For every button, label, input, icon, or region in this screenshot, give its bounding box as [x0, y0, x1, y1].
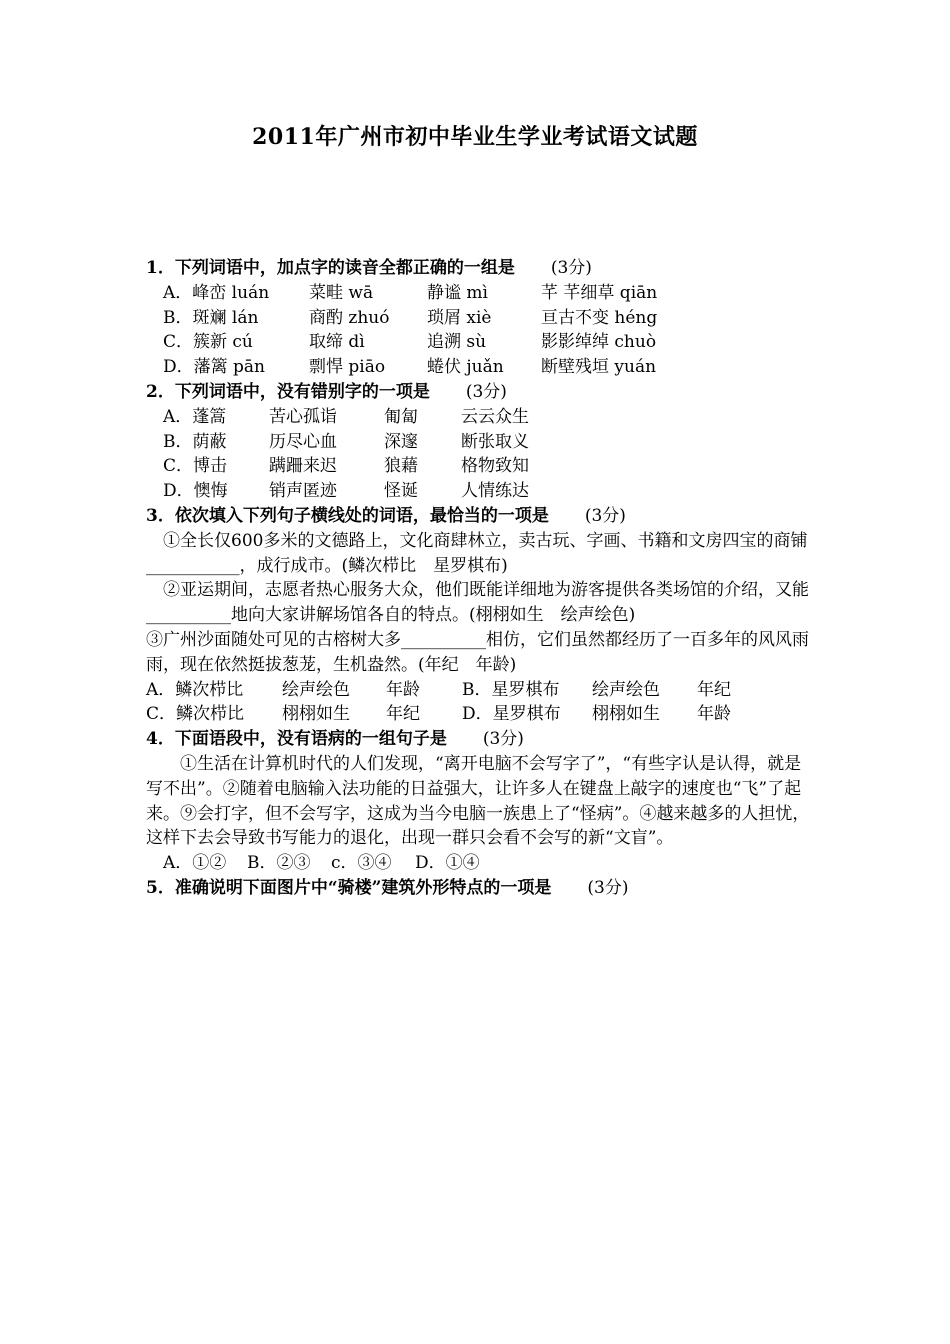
question-4-text: 4．下面语段中，没有语病的一组句子是 [146, 729, 447, 750]
question-1-option-row [146, 355, 816, 380]
question-2-option-row [146, 454, 816, 479]
option-cell: C．博击 [163, 456, 228, 477]
option-cell: B．荫蔽 [163, 431, 227, 452]
option-cell: 人情练达 [461, 481, 529, 502]
question-3-text: 3．依次填入下列句子横线处的词语，最恰当的一项是 [146, 505, 549, 526]
option-cell: 栩栩如生 [592, 704, 660, 725]
question-5-text: 5．准确说明下面图片中“骑楼”建筑外形特点的一项是 [146, 877, 552, 898]
option-cell: 格物致知 [461, 456, 529, 477]
option-cell: 深邃 [384, 431, 418, 452]
question-1-text: 1．下列词语中，加点字的读音全都正确的一组是 [146, 258, 515, 278]
option-cell: 绘声绘色 [592, 679, 660, 700]
question-3-option-row [146, 702, 816, 727]
option-cell: 影影绰绰 chuò [541, 332, 657, 353]
option-cell: 商酌 zhuó [309, 307, 390, 328]
question-4-option-row [146, 851, 816, 876]
option-cell: 追溯 sù [427, 332, 487, 353]
option-cell: 亘古不变 héng [541, 307, 658, 328]
question-2-option-row [146, 405, 816, 430]
question-1-option-row [146, 281, 816, 306]
question-4-paragraph: ①生活在计算机时代的人们发现，“离开电脑不会写字了”，“有些字认是认得，就是写不出”。②随着电脑输入法功能的日益强大，让许多人在键盘上敲字的速度也“飞”了起来。⑨会打字，但不会写字，这成为当今电脑一族患上了“怪病”。④越来越多的人担忧，这样下去会导致书写能力的退化，出现一群只会看不会写的新“文盲”。 [146, 753, 810, 849]
option-cell: A．①② [163, 853, 227, 874]
option-cell: B．星罗棋布 [462, 679, 560, 700]
document-title: 2011年广州市初中毕业生学业考试语文试题 [252, 124, 698, 150]
option-cell: A．鳞次栉比 [146, 679, 244, 700]
option-cell: c．③④ [331, 853, 392, 874]
question-2-score: (3分) [465, 381, 507, 402]
option-cell: 蜷伏 juǎn [427, 357, 504, 378]
option-cell: 怪诞 [384, 481, 418, 502]
question-4-score: (3分) [482, 729, 524, 750]
question-4-stem [146, 727, 816, 752]
question-5-score: (3分) [587, 877, 629, 898]
option-cell: 年龄 [386, 679, 420, 700]
option-cell: 狼藉 [384, 456, 418, 477]
option-cell: D．藩篱 pān [163, 357, 265, 378]
option-cell: 绘声绘色 [282, 679, 350, 700]
question-3-sentence-3: ③广州沙面随处可见的古榕树大多__________相仿，它们虽然都经历了一百多年的风风雨雨，现在依然挺拔葱茏，生机盎然。(年纪 年龄) [146, 629, 809, 675]
question-list [146, 256, 816, 901]
question-3-stem [146, 504, 816, 529]
option-cell: 历尽心血 [269, 431, 337, 452]
option-cell: 栩栩如生 [282, 704, 350, 725]
question-3-option-row [146, 678, 816, 703]
option-cell: 苦心孤诣 [269, 406, 337, 427]
question-3-sentence-2: ②亚运期间，志愿者热心服务大众，他们既能详细地为游客提供各类场馆的介绍，又能__________地向大家讲解场馆各自的特点。(栩栩如生 绘声绘色) [146, 580, 809, 626]
question-2-text: 2．下列词语中，没有错别字的一项是 [146, 381, 430, 402]
option-cell: 琐屑 xiè [427, 307, 492, 328]
option-cell: 年纪 [697, 679, 731, 700]
question-3-score: (3分) [584, 505, 626, 526]
option-cell: A．峰峦 luán [163, 282, 270, 303]
question-2-option-row [146, 479, 816, 504]
option-cell: 静谧 mì [427, 282, 488, 303]
option-cell: 蹒跚来迟 [269, 456, 337, 477]
question-3-sentence-1: ①全长仅600多米的文德路上，文化商肆林立，卖古玩、字画、书籍和文房四宝的商铺___________，成行成市。(鳞次栉比 星罗棋布) [146, 530, 808, 576]
option-cell: C．鳞次栉比 [146, 704, 245, 725]
option-cell: 年龄 [697, 704, 731, 725]
question-5-stem [146, 876, 816, 901]
option-cell: 断张取义 [461, 431, 529, 452]
question-1-score: (3分) [550, 258, 592, 278]
option-cell: B．斑斓 lán [163, 307, 259, 328]
question-2-stem [146, 380, 816, 405]
option-cell: 匍匐 [384, 406, 418, 427]
option-cell: 断壁残垣 yuán [541, 357, 657, 378]
option-cell: 菜畦 wā [309, 282, 374, 303]
option-cell: 销声匿迹 [269, 481, 337, 502]
question-1-option-row [146, 306, 816, 331]
option-cell: C．簇新 cú [163, 332, 253, 353]
option-cell: 取缔 dì [309, 332, 365, 353]
question-1-stem [146, 256, 816, 281]
question-2-option-row [146, 430, 816, 455]
option-cell: D．懊悔 [163, 481, 228, 502]
option-cell: 剽悍 piāo [309, 357, 386, 378]
option-cell: A．蓬篙 [163, 406, 227, 427]
option-cell: 芊 芊细草 qiān [541, 282, 658, 303]
question-1-option-row [146, 330, 816, 355]
option-cell: D．星罗棋布 [462, 704, 561, 725]
option-cell: D．①④ [415, 853, 480, 874]
option-cell: 云云众生 [461, 406, 529, 427]
option-cell: 年纪 [386, 704, 420, 725]
option-cell: B．②③ [247, 853, 311, 874]
